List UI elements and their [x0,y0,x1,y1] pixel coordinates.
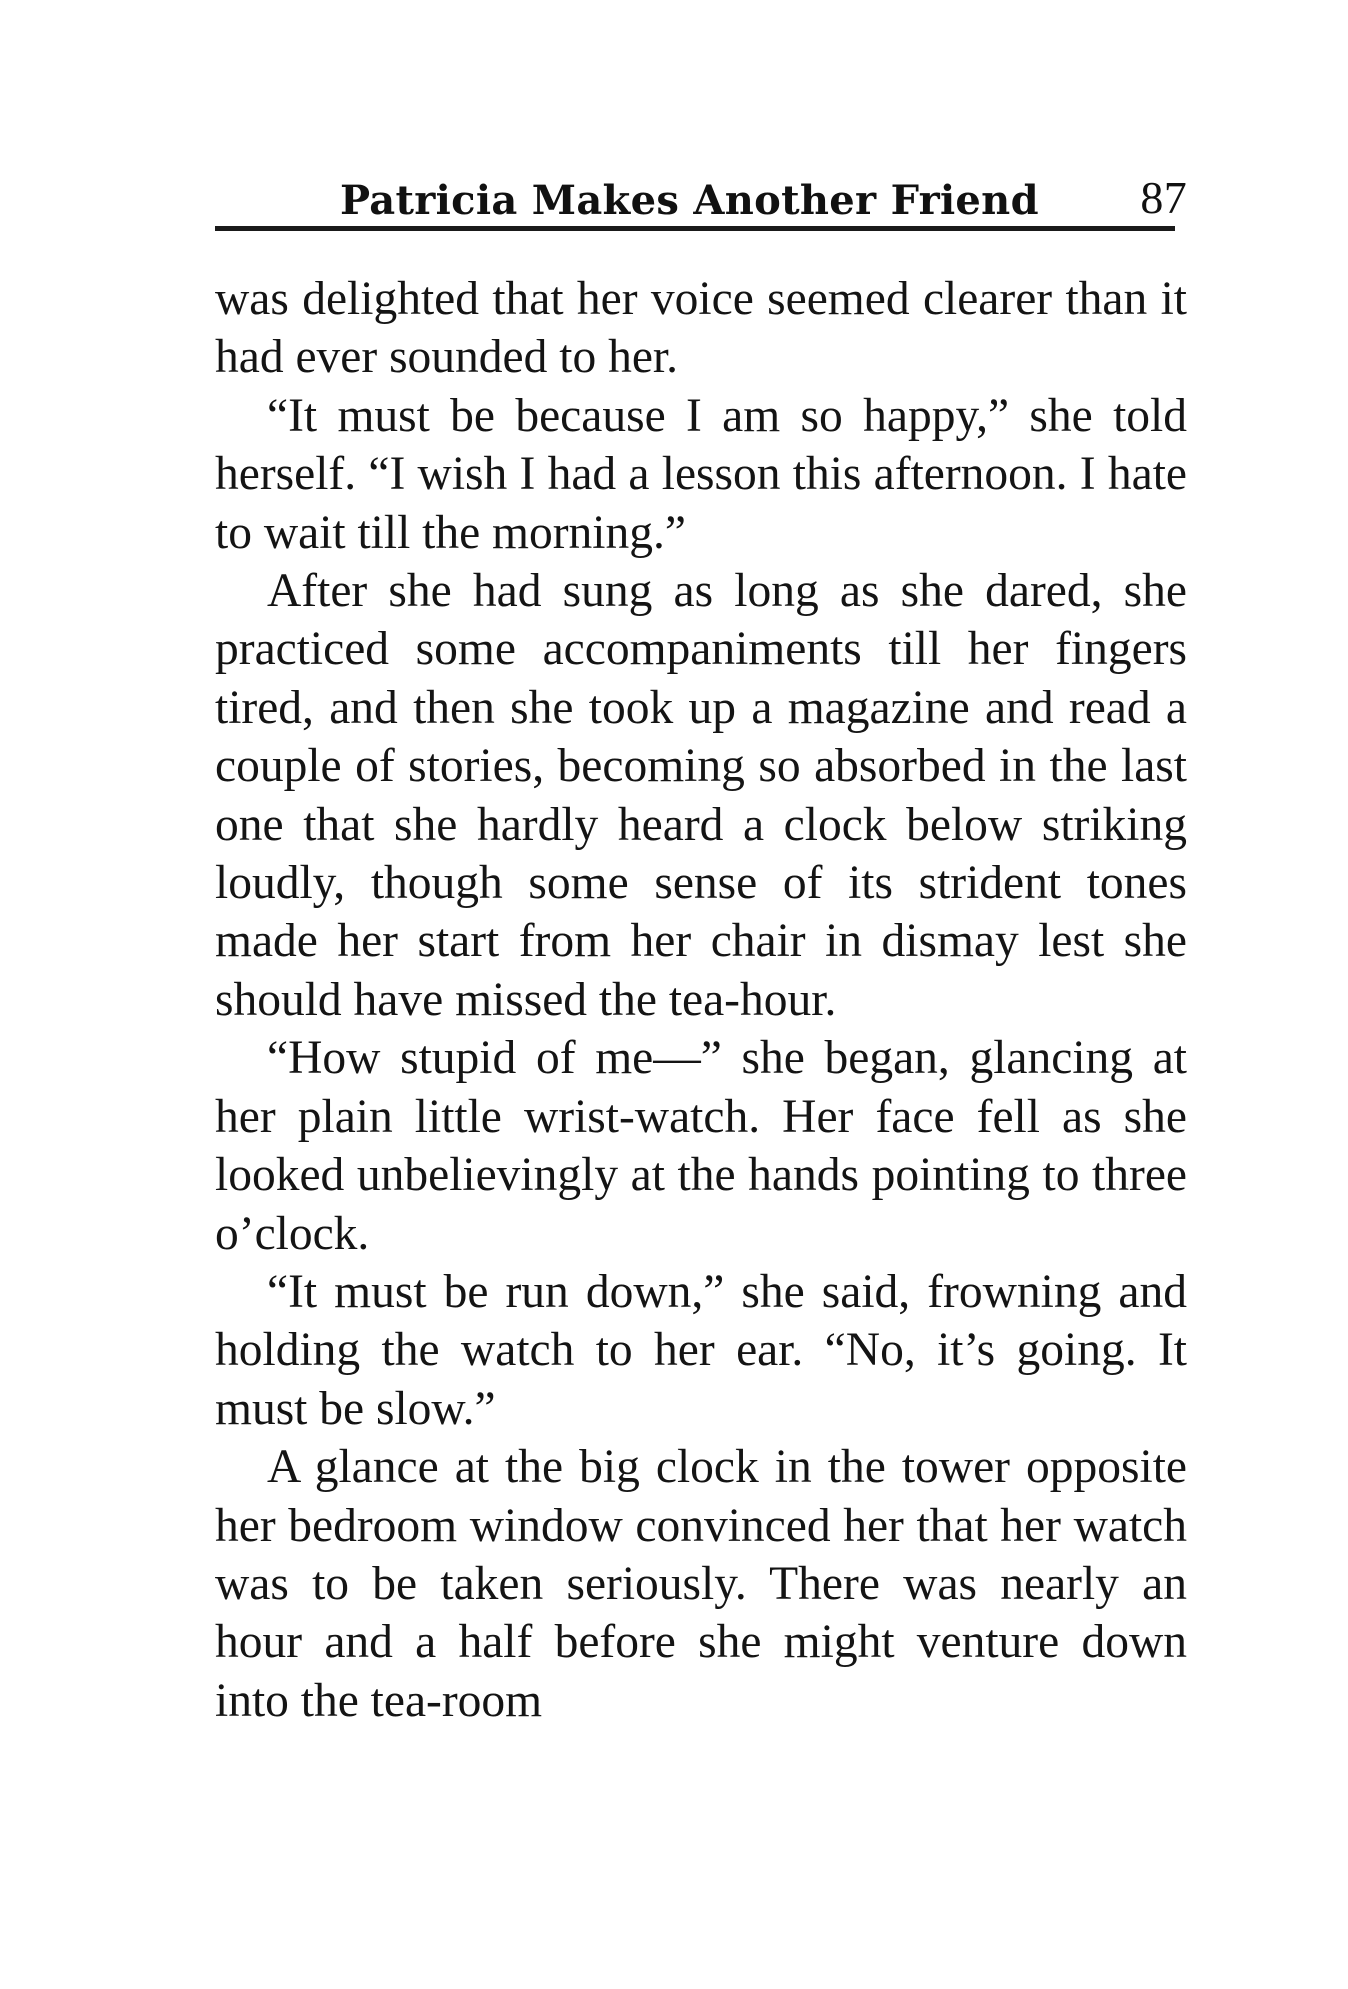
paragraph-5: “It must be run down,” she said, frowning and holding the watch to her ear. “No, it’s going. It must be slow.” [215,1265,1187,1435]
header-rule [215,226,1175,231]
paragraph-1: was delighted that her voice seemed clearer than it had ever sounded to her. [215,273,1187,384]
paragraph-3: After she had sung as long as she dared, she practiced some accompaniments till her fingers tired, and then she took up a magazine and read a couple of stories, becoming so absorbed in the last one that she hardly heard a clock below striking loudly, though some sense of its strident tones made her start from her chair in dismay lest she should have missed the tea-hour. [215,565,1187,1026]
paragraph-6: A glance at the big clock in the tower opposite her bedroom window convinced her that her watch was to be taken seriously. There was nearly an hour and a half before she might venture down into the tea-room [215,1441,1187,1727]
paragraph-4: “How stupid of me—” she began, glancing at her plain little wrist-watch. Her face fell as she looked unbelievingly at the hands pointing to three o’clock. [215,1032,1187,1260]
running-head [215,152,1187,224]
running-title: Patricia Makes Another Friend [340,177,1039,224]
paragraph-2: “It must be because I am so happy,” she told herself. “I wish I had a lesson this afternoon. I hate to wait till the morning.” [215,389,1187,559]
page-number: 87 [1140,172,1187,223]
body-text [215,270,1187,1730]
